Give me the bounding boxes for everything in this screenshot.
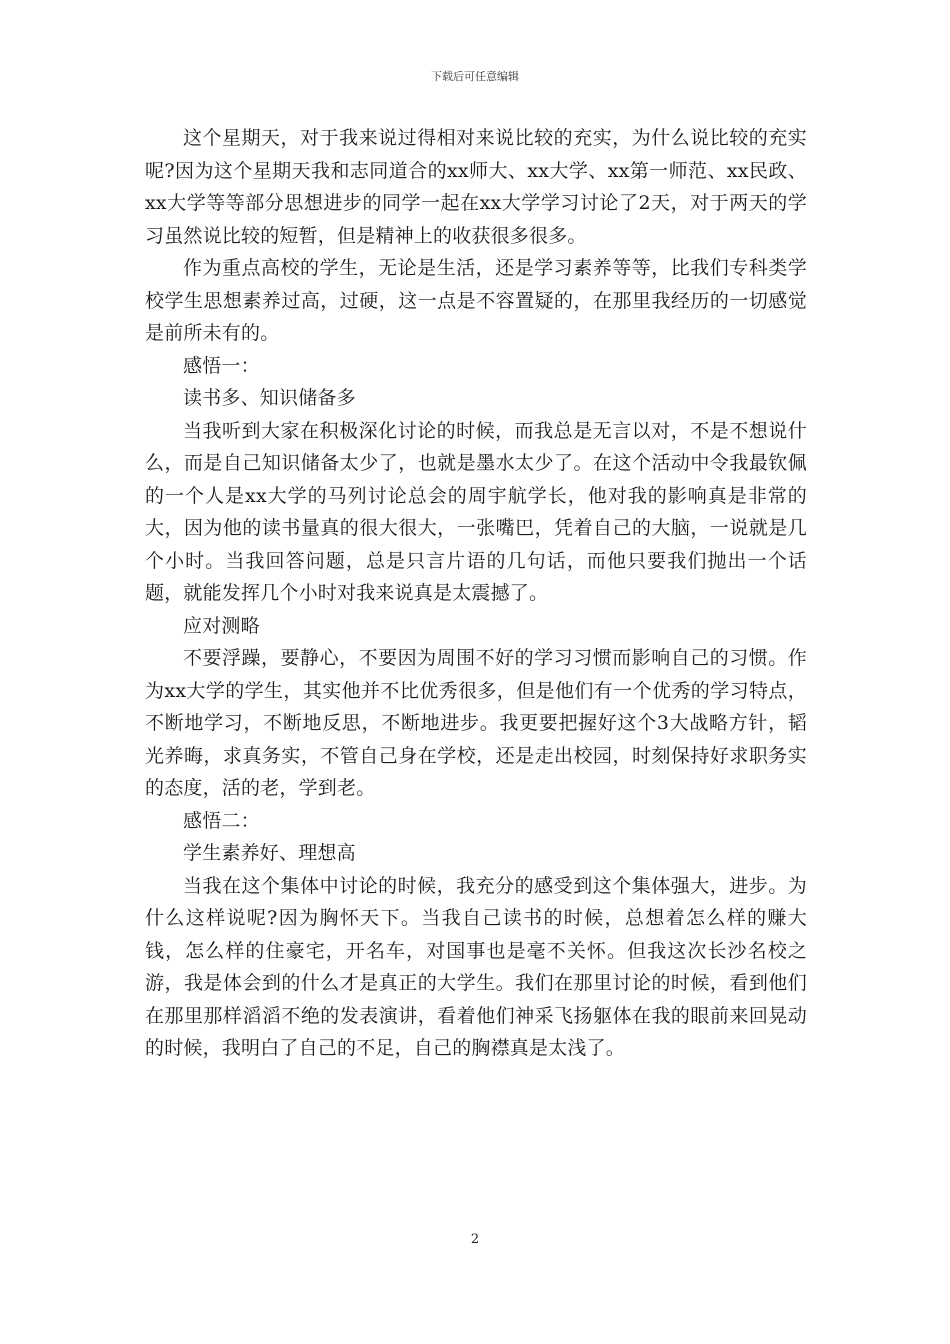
- page-number: 2: [470, 1232, 480, 1247]
- paragraph-strategy: 不要浮躁，要静心，不要因为周围不好的学习习惯而影响自己的习惯。作为xx大学的学生，其实他并不比优秀很多，但是他们有一个优秀的学习特点，不断地学习，不断地反思，不断地进步。我更要把握好这个3大战略方针，韬光养晦，求真务实，不管自己身在学校，还是走出校园，时刻保持好求职务实的态度，活的老，学到老。: [145, 647, 807, 799]
- document-body: [145, 122, 807, 1065]
- subheading-reading: 读书多、知识储备多: [183, 387, 356, 409]
- page-header-note: 下载后可任意编辑: [431, 70, 519, 83]
- paragraph-reading: 当我听到大家在积极深化讨论的时候，而我总是无言以对，不是不想说什么，而是自己知识储备太少了，也就是墨水太少了。在这个活动中令我最钦佩的一个人是xx大学的马列讨论总会的周宇航学长，他对我的影响真是非常的大，因为他的读书量真的很大很大，一张嘴巴，凭着自己的大脑，一说就是几个小时。当我回答问题，总是只言片语的几句话，而他只要我们抛出一个话题，就能发挥几个小时对我来说真是太震撼了。: [145, 419, 807, 604]
- paragraph-key-university: 作为重点高校的学生，无论是生活，还是学习素养等等，比我们专科类学校学生思想素养过高，过硬，这一点是不容置疑的，在那里我经历的一切感觉是前所未有的。: [145, 257, 807, 344]
- heading-insight-two: 感悟二：: [183, 809, 260, 832]
- subheading-ideals: 学生素养好、理想高: [183, 842, 356, 864]
- paragraph-intro: 这个星期天，对于我来说过得相对来说比较的充实，为什么说比较的充实呢?因为这个星期天我和志同道合的xx师大、xx大学、xx第一师范、xx民政、xx大学等等部分思想进步的同学一起在xx大学学习讨论了2天，对于两天的学习虽然说比较的短暂，但是精神上的收获很多很多。: [145, 127, 807, 247]
- heading-insight-one: 感悟一：: [183, 354, 260, 377]
- paragraph-ideals: 当我在这个集体中讨论的时候，我充分的感受到这个集体强大，进步。为什么这样说呢?因为胸怀天下。当我自己读书的时候，总想着怎么样的赚大钱，怎么样的住豪宅，开名车，对国事也是毫不关怀。但我这次长沙名校之游，我是体会到的什么才是真正的大学生。我们在那里讨论的时候，看到他们在那里那样滔滔不绝的发表演讲，看着他们神采飞扬躯体在我的眼前来回晃动的时候，我明白了自己的不足，自己的胸襟真是太浅了。: [145, 874, 807, 1059]
- heading-strategy: 应对测略: [183, 614, 260, 637]
